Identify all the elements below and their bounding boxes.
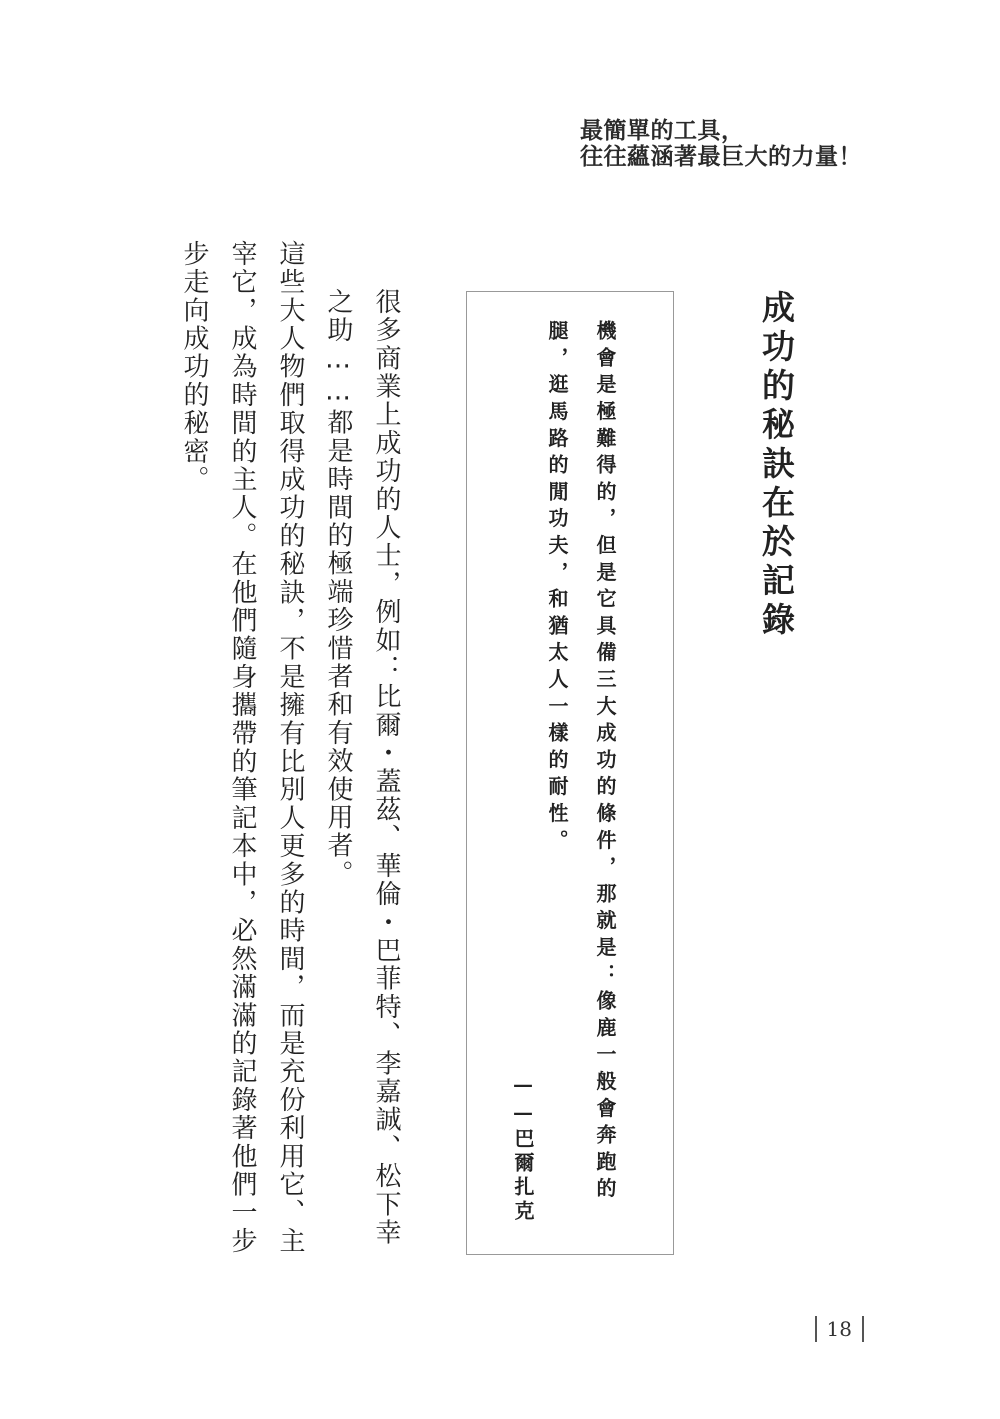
page-number-bar-left (815, 1316, 817, 1342)
body-paragraph-1: 很多商業上成功的人士，例如：比爾・蓋茲、華倫・巴菲特、李嘉誠、松下幸之助……都是時間的極端珍惜者和有效使用者。 (323, 288, 401, 1247)
quote-text: 機會是極難得的，但是它具備三大成功的條件，那就是：像鹿一般會奔跑的腿，逛馬路的閒功夫，和猶太人一樣的耐性。 (545, 320, 617, 1205)
header-line-1: 最簡單的工具， (580, 118, 745, 144)
body-text (170, 240, 410, 1270)
header-line-2: 往往蘊涵著最巨大的力量！ (580, 144, 862, 170)
body-paragraph-2: 這些大人物們取得成功的秘訣，不是擁有比別人更多的時間，而是充份利用它、主宰它，成為時間的主人。在他們隨身攜帶的筆記本中，必然滿滿的記錄著他們一步步走向成功的秘密。 (179, 240, 305, 1256)
page-number-bar-right (862, 1316, 864, 1342)
quote-box (466, 291, 674, 1255)
quote-author: ——巴爾扎克 (511, 1072, 535, 1224)
page-number (815, 1316, 864, 1342)
page-number-value: 18 (826, 1317, 852, 1341)
chapter-title: 成功的秘訣在於記錄 (757, 290, 796, 641)
running-header (580, 118, 862, 170)
